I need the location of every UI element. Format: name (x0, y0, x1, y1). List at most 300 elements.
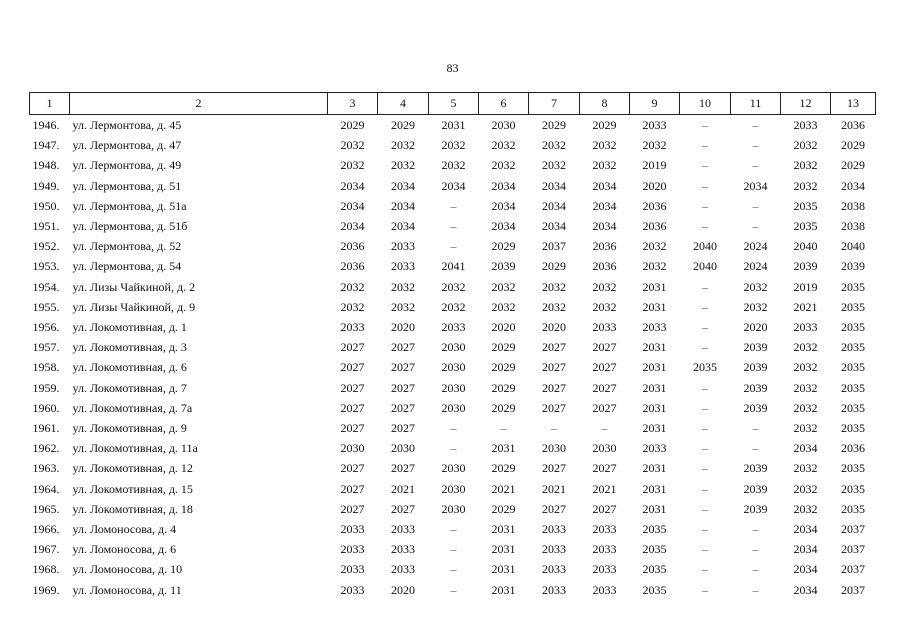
cell-col-7: 2033 (542, 562, 566, 577)
cell-col-13: 2035 (841, 299, 865, 314)
cell-col-8: 2033 (592, 562, 617, 577)
row-address: ул. Локомотивная, д. 11а (72, 441, 198, 456)
table-row (30, 418, 876, 438)
cell-col-6: 2031 (491, 441, 516, 456)
row-address: ул. Локомотивная, д. 7 (72, 380, 187, 395)
cell-col-4: 2020 (391, 582, 415, 597)
cell-col-13: 2035 (841, 481, 865, 496)
cell-col-9: 2035 (642, 582, 667, 597)
row-number: 1961. (32, 421, 60, 436)
cell-col-7: 2037 (542, 239, 566, 254)
table-row (30, 357, 876, 377)
cell-col-7: 2034 (542, 178, 566, 193)
cell-col-10: – (702, 522, 708, 537)
table-row (30, 297, 876, 317)
table-row (30, 479, 876, 499)
row-address: ул. Локомотивная, д. 7а (72, 400, 193, 415)
cell-col-3: 2027 (340, 421, 365, 436)
row-number: 1966. (32, 522, 60, 537)
cell-col-12: 2034 (793, 562, 818, 577)
cell-col-13: 2038 (841, 198, 865, 213)
cell-col-10: 2040 (693, 259, 717, 274)
row-address: ул. Лермонтова, д. 49 (72, 158, 182, 173)
cell-col-13: 2029 (841, 138, 865, 153)
column-header-6: 6 (479, 93, 529, 115)
cell-col-12: 2032 (793, 501, 818, 516)
row-address: ул. Локомотивная, д. 9 (72, 421, 187, 436)
cell-col-7: 2027 (542, 501, 566, 516)
cell-col-5: 2032 (441, 138, 466, 153)
cell-col-10: – (702, 441, 708, 456)
cell-col-9: 2032 (642, 259, 667, 274)
row-number: 1955. (32, 299, 60, 314)
cell-col-8: 2034 (592, 178, 617, 193)
cell-col-12: 2040 (793, 239, 818, 254)
cell-col-12: 2034 (793, 522, 818, 537)
row-address: ул. Лизы Чайкиной, д. 9 (72, 299, 196, 314)
cell-col-13: 2034 (841, 178, 865, 193)
cell-col-7: 2021 (542, 481, 566, 496)
cell-col-7: 2027 (542, 400, 566, 415)
cell-col-7: 2027 (542, 340, 566, 355)
cell-col-12: 2032 (793, 380, 818, 395)
cell-col-9: 2035 (642, 562, 667, 577)
column-header-10: 10 (680, 93, 731, 115)
row-number: 1960. (32, 400, 60, 415)
cell-col-8: 2029 (592, 118, 617, 132)
row-number: 1952. (32, 239, 60, 254)
cell-col-5: 2034 (441, 178, 466, 193)
cell-col-11: – (752, 138, 759, 153)
cell-col-13: 2037 (841, 562, 865, 577)
cell-col-3: 2027 (340, 380, 365, 395)
cell-col-9: 2036 (642, 198, 667, 213)
row-address: ул. Ломоносова, д. 4 (72, 522, 177, 537)
table-row (30, 499, 876, 519)
cell-col-9: 2032 (642, 138, 667, 153)
table-row (30, 176, 876, 196)
cell-col-12: 2032 (793, 340, 818, 355)
cell-col-12: 2032 (793, 481, 818, 496)
cell-col-3: 2033 (340, 562, 365, 577)
cell-col-7: 2032 (542, 138, 566, 153)
column-header-5: 5 (429, 93, 479, 115)
cell-col-9: 2031 (642, 421, 667, 436)
cell-col-8: 2036 (592, 259, 617, 274)
column-header-13: 13 (831, 93, 876, 115)
cell-col-5: 2030 (441, 380, 466, 395)
row-number: 1946. (32, 118, 60, 132)
table-row (30, 337, 876, 357)
cell-col-4: 2027 (391, 421, 415, 436)
cell-col-5: – (450, 219, 457, 234)
cell-col-3: 2034 (340, 198, 365, 213)
cell-col-6: 2032 (491, 299, 516, 314)
row-number: 1956. (32, 320, 60, 335)
row-number: 1963. (32, 461, 60, 476)
table-row (30, 155, 876, 175)
cell-col-11: – (752, 562, 759, 577)
cell-col-8: 2033 (592, 542, 617, 557)
cell-col-13: 2035 (841, 380, 865, 395)
column-header-12: 12 (781, 93, 831, 115)
cell-col-4: 2030 (391, 441, 415, 456)
table-body (30, 115, 876, 600)
row-address: ул. Локомотивная, д. 18 (72, 501, 193, 516)
cell-col-5: 2031 (441, 118, 466, 132)
row-number: 1951. (32, 219, 60, 234)
cell-col-8: 2032 (592, 138, 617, 153)
cell-col-10: – (702, 340, 708, 355)
table-row (30, 398, 876, 418)
row-address: ул. Лермонтова, д. 54 (72, 259, 182, 274)
cell-col-9: 2031 (642, 400, 667, 415)
cell-col-12: 2032 (793, 138, 818, 153)
cell-col-6: 2032 (491, 158, 516, 173)
cell-col-6: – (500, 421, 507, 436)
cell-col-11: – (752, 198, 759, 213)
cell-col-7: 2034 (542, 219, 566, 234)
cell-col-6: 2032 (491, 138, 516, 153)
cell-col-4: 2033 (391, 522, 415, 537)
cell-col-8: 2032 (592, 279, 617, 294)
cell-col-12: 2033 (793, 118, 818, 132)
cell-col-8: 2036 (592, 239, 617, 254)
cell-col-6: 2029 (491, 340, 516, 355)
cell-col-11: 2024 (743, 239, 768, 254)
cell-col-11: – (752, 219, 759, 234)
cell-col-8: 2027 (592, 461, 617, 476)
cell-col-9: 2031 (642, 299, 667, 314)
cell-col-4: 2034 (391, 178, 415, 193)
cell-col-12: 2035 (793, 219, 818, 234)
cell-col-10: – (702, 400, 708, 415)
cell-col-5: – (450, 582, 457, 597)
cell-col-3: 2032 (340, 279, 365, 294)
cell-col-4: 2033 (391, 562, 415, 577)
cell-col-10: – (702, 198, 708, 213)
row-address: ул. Лизы Чайкиной, д. 2 (72, 279, 196, 294)
cell-col-6: 2031 (491, 582, 516, 597)
cell-col-3: 2032 (340, 138, 365, 153)
cell-col-9: 2031 (642, 360, 667, 375)
cell-col-6: 2029 (491, 360, 516, 375)
cell-col-11: 2039 (743, 400, 768, 415)
column-header-11: 11 (731, 93, 781, 115)
table-row (30, 115, 876, 136)
cell-col-13: 2035 (841, 320, 865, 335)
cell-col-4: 2033 (391, 259, 415, 274)
cell-col-4: 2032 (391, 279, 415, 294)
cell-col-9: 2031 (642, 380, 667, 395)
cell-col-13: 2036 (841, 441, 865, 456)
cell-col-8: 2027 (592, 501, 617, 516)
cell-col-9: 2033 (642, 118, 667, 132)
cell-col-7: 2027 (542, 360, 566, 375)
cell-col-8: 2032 (592, 299, 617, 314)
cell-col-13: 2040 (841, 239, 865, 254)
cell-col-3: 2032 (340, 158, 365, 173)
cell-col-8: 2033 (592, 582, 617, 597)
cell-col-10: – (702, 138, 708, 153)
cell-col-13: 2035 (841, 501, 865, 516)
cell-col-10: 2035 (693, 360, 717, 375)
cell-col-11: 2039 (743, 380, 768, 395)
cell-col-8: 2021 (592, 481, 617, 496)
cell-col-5: 2041 (441, 259, 466, 274)
table-row (30, 539, 876, 559)
cell-col-3: 2027 (340, 461, 365, 476)
cell-col-11: 2024 (743, 259, 768, 274)
cell-col-11: – (752, 118, 759, 132)
cell-col-5: 2030 (441, 360, 466, 375)
cell-col-13: 2037 (841, 582, 865, 597)
column-header-1: 1 (30, 93, 70, 115)
row-number: 1953. (32, 259, 60, 274)
row-address: ул. Локомотивная, д. 12 (72, 461, 193, 476)
cell-col-10: – (702, 118, 708, 132)
cell-col-5: 2030 (441, 501, 466, 516)
table-row (30, 135, 876, 155)
cell-col-13: 2035 (841, 340, 865, 355)
cell-col-3: 2027 (340, 481, 365, 496)
row-address: ул. Лермонтова, д. 47 (72, 138, 182, 153)
cell-col-12: 2033 (793, 320, 818, 335)
cell-col-4: 2027 (391, 400, 415, 415)
cell-col-8: 2033 (592, 320, 617, 335)
cell-col-7: 2029 (542, 259, 566, 274)
cell-col-6: 2020 (491, 320, 516, 335)
row-address: ул. Локомотивная, д. 6 (72, 360, 187, 375)
table-row (30, 438, 876, 458)
table-row (30, 378, 876, 398)
cell-col-8: – (601, 421, 608, 436)
cell-col-11: – (752, 158, 759, 173)
cell-col-10: – (702, 299, 708, 314)
cell-col-11: – (752, 522, 759, 537)
cell-col-5: – (450, 239, 457, 254)
cell-col-12: 2034 (793, 542, 818, 557)
row-address: ул. Локомотивная, д. 3 (72, 340, 187, 355)
column-header-8: 8 (580, 93, 630, 115)
cell-col-10: – (702, 178, 708, 193)
cell-col-6: 2034 (491, 198, 516, 213)
cell-col-10: – (702, 279, 708, 294)
row-address: ул. Лермонтова, д. 51б (72, 219, 188, 234)
cell-col-12: 2019 (793, 279, 818, 294)
cell-col-4: 2032 (391, 299, 415, 314)
cell-col-11: 2020 (743, 320, 768, 335)
cell-col-5: 2030 (441, 461, 466, 476)
row-number: 1964. (32, 481, 60, 496)
cell-col-4: 2032 (391, 138, 415, 153)
cell-col-9: 2032 (642, 239, 667, 254)
cell-col-8: 2027 (592, 380, 617, 395)
cell-col-9: 2031 (642, 279, 667, 294)
row-number: 1948. (32, 158, 60, 173)
cell-col-6: 2029 (491, 501, 516, 516)
row-number: 1947. (32, 138, 60, 153)
cell-col-4: 2020 (391, 320, 415, 335)
cell-col-4: 2029 (391, 118, 415, 132)
table-row (30, 236, 876, 256)
cell-col-5: 2030 (441, 400, 466, 415)
table-row (30, 580, 876, 600)
cell-col-10: – (702, 158, 708, 173)
column-header-9: 9 (630, 93, 680, 115)
cell-col-12: 2021 (793, 299, 818, 314)
cell-col-3: 2027 (340, 360, 365, 375)
cell-col-3: 2036 (340, 239, 365, 254)
cell-col-13: 2035 (841, 279, 865, 294)
cell-col-7: 2027 (542, 380, 566, 395)
cell-col-12: 2035 (793, 198, 818, 213)
cell-col-10: 2040 (693, 239, 717, 254)
cell-col-3: 2034 (340, 178, 365, 193)
cell-col-8: 2034 (592, 219, 617, 234)
row-address: ул. Ломоносова, д. 6 (72, 542, 177, 557)
cell-col-11: – (752, 582, 759, 597)
cell-col-12: 2032 (793, 461, 818, 476)
cell-col-11: 2034 (743, 178, 768, 193)
cell-col-13: 2038 (841, 219, 865, 234)
cell-col-6: 2029 (491, 380, 516, 395)
cell-col-5: – (450, 441, 457, 456)
column-header-4: 4 (378, 93, 429, 115)
cell-col-5: 2032 (441, 299, 466, 314)
cell-col-6: 2031 (491, 562, 516, 577)
cell-col-7: 2029 (542, 118, 566, 132)
cell-col-8: 2030 (592, 441, 617, 456)
cell-col-13: 2036 (841, 118, 865, 132)
cell-col-7: 2030 (542, 441, 566, 456)
cell-col-11: 2039 (743, 360, 768, 375)
cell-col-5: 2032 (441, 279, 466, 294)
cell-col-12: 2032 (793, 421, 818, 436)
cell-col-8: 2027 (592, 360, 617, 375)
cell-col-3: 2032 (340, 299, 365, 314)
cell-col-10: – (702, 582, 708, 597)
column-header-3: 3 (328, 93, 378, 115)
row-number: 1965. (32, 501, 60, 516)
cell-col-10: – (702, 562, 708, 577)
cell-col-8: 2027 (592, 400, 617, 415)
cell-col-3: 2030 (340, 441, 365, 456)
cell-col-4: 2027 (391, 360, 415, 375)
table-row (30, 196, 876, 216)
cell-col-12: 2032 (793, 158, 818, 173)
cell-col-11: 2032 (743, 299, 768, 314)
cell-col-13: 2037 (841, 522, 865, 537)
data-table (29, 92, 876, 600)
cell-col-4: 2033 (391, 542, 415, 557)
page-number: 83 (446, 61, 459, 75)
cell-col-4: 2027 (391, 461, 415, 476)
cell-col-3: 2033 (340, 542, 365, 557)
row-address: ул. Лермонтова, д. 45 (72, 118, 182, 132)
cell-col-10: – (702, 320, 708, 335)
cell-col-9: 2033 (642, 320, 667, 335)
cell-col-10: – (702, 481, 708, 496)
row-number: 1958. (32, 360, 60, 375)
cell-col-5: 2032 (441, 158, 466, 173)
cell-col-8: 2034 (592, 198, 617, 213)
cell-col-11: 2039 (743, 501, 768, 516)
cell-col-12: 2032 (793, 178, 818, 193)
cell-col-7: 2033 (542, 582, 566, 597)
cell-col-9: 2031 (642, 461, 667, 476)
cell-col-6: 2039 (491, 259, 516, 274)
cell-col-6: 2034 (491, 219, 516, 234)
cell-col-8: 2033 (592, 522, 617, 537)
row-number: 1949. (32, 178, 60, 193)
cell-col-7: 2032 (542, 279, 566, 294)
cell-col-4: 2027 (391, 501, 415, 516)
cell-col-7: – (551, 421, 557, 436)
cell-col-3: 2033 (340, 320, 365, 335)
cell-col-12: 2034 (793, 582, 818, 597)
cell-col-9: 2035 (642, 542, 667, 557)
cell-col-10: – (702, 219, 708, 234)
cell-col-4: 2033 (391, 239, 415, 254)
cell-col-7: 2033 (542, 542, 566, 557)
column-header-7: 7 (529, 93, 580, 115)
cell-col-7: 2020 (542, 320, 566, 335)
cell-col-3: 2027 (340, 501, 365, 516)
cell-col-6: 2029 (491, 239, 516, 254)
cell-col-3: 2033 (340, 582, 365, 597)
cell-col-12: 2034 (793, 441, 818, 456)
table-row (30, 559, 876, 579)
table-header-row (30, 93, 876, 115)
row-number: 1969. (32, 582, 60, 597)
cell-col-10: – (702, 542, 708, 557)
cell-col-11: 2039 (743, 461, 768, 476)
cell-col-9: 2031 (642, 340, 667, 355)
cell-col-4: 2032 (391, 158, 415, 173)
column-header-2: 2 (70, 93, 328, 115)
table-row (30, 519, 876, 539)
cell-col-5: – (450, 562, 457, 577)
row-address: ул. Лермонтова, д. 52 (72, 239, 182, 254)
cell-col-3: 2034 (340, 219, 365, 234)
cell-col-3: 2027 (340, 340, 365, 355)
cell-col-3: 2027 (340, 400, 365, 415)
table-row (30, 277, 876, 297)
cell-col-3: 2033 (340, 522, 365, 537)
cell-col-10: – (702, 380, 708, 395)
cell-col-10: – (702, 461, 708, 476)
row-address: ул. Лермонтова, д. 51 (72, 178, 182, 193)
cell-col-13: 2037 (841, 542, 865, 557)
row-number: 1957. (32, 340, 60, 355)
cell-col-6: 2021 (491, 481, 516, 496)
cell-col-9: 2019 (642, 158, 667, 173)
row-number: 1959. (32, 380, 60, 395)
cell-col-4: 2034 (391, 219, 415, 234)
cell-col-13: 2029 (841, 158, 865, 173)
cell-col-9: 2031 (642, 481, 667, 496)
table-row (30, 458, 876, 478)
cell-col-13: 2035 (841, 400, 865, 415)
row-number: 1968. (32, 562, 60, 577)
cell-col-8: 2032 (592, 158, 617, 173)
cell-col-9: 2035 (642, 522, 667, 537)
cell-col-4: 2034 (391, 198, 415, 213)
cell-col-9: 2036 (642, 219, 667, 234)
cell-col-7: 2032 (542, 299, 566, 314)
cell-col-9: 2033 (642, 441, 667, 456)
